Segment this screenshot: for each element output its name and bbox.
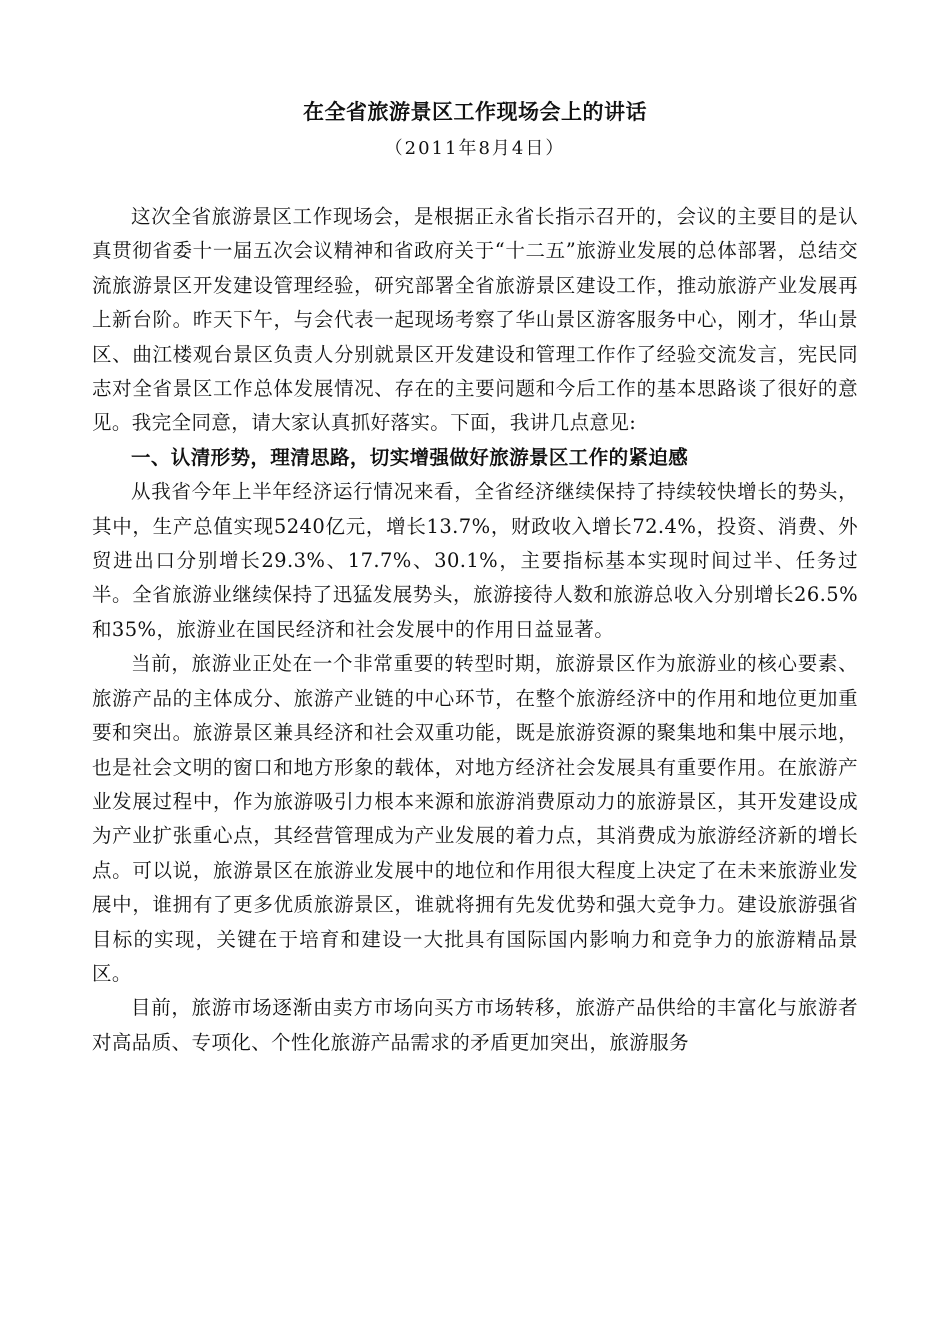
paragraph-intro: 这次全省旅游景区工作现场会，是根据正永省长指示召开的，会议的主要目的是认真贯彻省委十一届五次会议精神和省政府关于“十二五”旅游业发展的总体部署，总结交流旅游景区开发建设管理经验，研究部署全省旅游景区建设工作，推动旅游产业发展再上新台阶。昨天下午，与会代表一起现场考察了华山景区游客服务中心，刚才，华山景区、曲江楼观台景区负责人分别就景区开发建设和管理工作作了经验交流发言，宪民同志对全省景区工作总体发展情况、存在的主要问题和今后工作的基本思路谈了很好的意见。我完全同意，请大家认真抓好落实。下面，我讲几点意见: bbox=[92, 205, 858, 435]
paragraph-economy: 从我省今年上半年经济运行情况来看，全省经济继续保持了持续较快增长的势头，其中，生产总值实现5240亿元，增长13.7%，财政收入增长72.4%，投资、消费、外贸进出口分别增长29.3%、17.7%、30.1%，主要指标基本实现时间过半、任务过半。全省旅游业继续保持了迅猛发展势头，旅游接待人数和旅游总收入分别增长26.5%和35%，旅游业在国民经济和社会发展中的作用日益显著。 bbox=[92, 480, 858, 641]
document-title: 在全省旅游景区工作现场会上的讲话 bbox=[303, 99, 647, 124]
section-heading-1: 一、认清形势，理清思路，切实增强做好旅游景区工作的紧迫感 bbox=[131, 445, 689, 469]
paragraph-transition: 当前，旅游业正处在一个非常重要的转型时期，旅游景区作为旅游业的核心要素、旅游产品的主体成分、旅游产业链的中心环节，在整个旅游经济中的作用和地位更加重要和突出。旅游景区兼具经济和社会双重功能，既是旅游资源的聚集地和集中展示地，也是社会文明的窗口和地方形象的载体，对地方经济社会发展具有重要作用。在旅游产业发展过程中，作为旅游吸引力根本来源和旅游消费原动力的旅游景区，其开发建设成为产业扩张重心点，其经营管理成为产业发展的着力点，其消费成为旅游经济新的增长点。可以说，旅游景区在旅游业发展中的地位和作用很大程度上决定了在未来旅游业发展中，谁拥有了更多优质旅游景区，谁就将拥有先发优势和强大竞争力。建设旅游强省目标的实现，关键在于培育和建设一大批具有国际国内影响力和竞争力的旅游精品景区。 bbox=[92, 652, 858, 985]
paragraph-market: 目前，旅游市场逐渐由卖方市场向买方市场转移，旅游产品供给的丰富化与旅游者对高品质、专项化、个性化旅游产品需求的矛盾更加突出，旅游服务 bbox=[92, 996, 858, 1054]
document-body bbox=[92, 200, 858, 1060]
document-date: （2011年8月4日） bbox=[384, 138, 566, 159]
